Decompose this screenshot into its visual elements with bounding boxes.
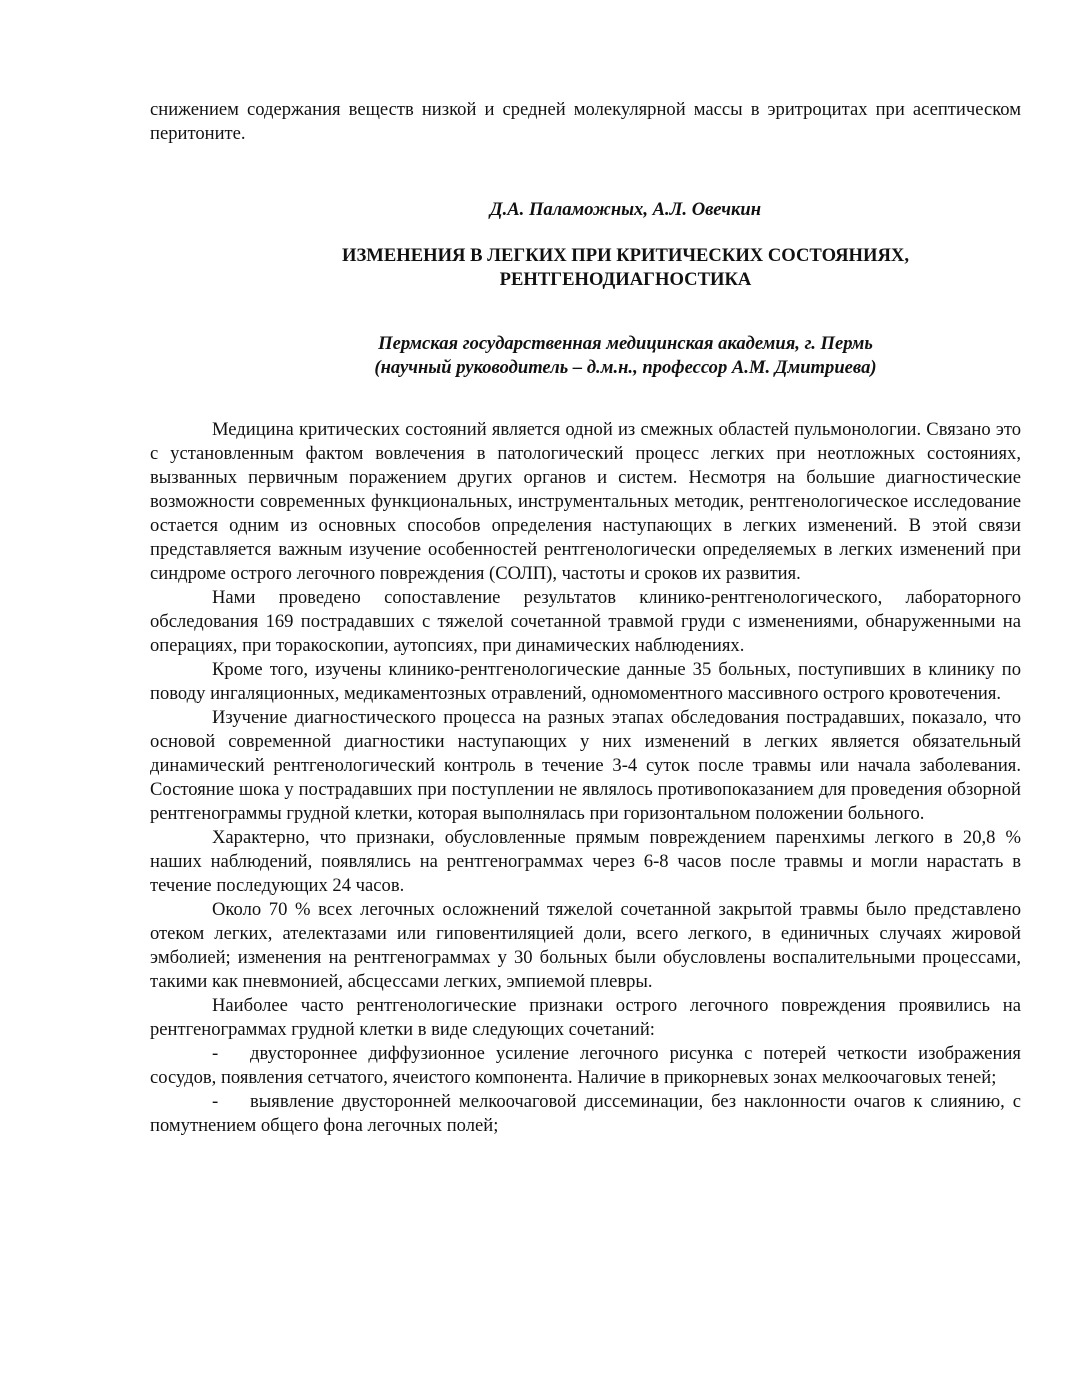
affiliation-line-2: (научный руководитель – д.м.н., профессор А.М. Дмитриева) <box>374 357 877 378</box>
body-paragraph: Характерно, что признаки, обусловленные прямым повреждением паренхимы легкого в 20,8 % наших наблюдений, появлялись на рентгенограммах через 6-8 часов после травмы и могли нарастать в течение последующих 24 часов. <box>150 827 1021 896</box>
article-body <box>150 418 1021 1138</box>
list-marker: - <box>212 1091 219 1112</box>
article-authors: Д.А. Паламожных, А.Л. Овечкин <box>489 199 762 220</box>
article-title <box>150 244 1021 292</box>
list-marker: - <box>212 1043 219 1064</box>
intro-paragraph: снижением содержания веществ низкой и средней молекулярной массы в эритроцитах при асептическом перитоните. <box>150 99 1021 144</box>
body-paragraph: Нами проведено сопоставление результатов клинико-рентгенологического, лабораторного обследования 169 пострадавших с тяжелой сочетанной травмой груди с изменениями, обнаруженными на операциях, при торакоскопии, аутопсиях, при динамических наблюдениях. <box>150 587 1021 656</box>
body-paragraph: Изучение диагностического процесса на разных этапах обследования пострадавших, показало, что основой современной диагностики наступающих у них изменений в легких является обязательный динамический рентгенологический контроль в течение 3-4 суток после травмы или начала заболевания. Состояние шока у пострадавших при поступлении не являлось противопоказанием для проведения обзорной рентгенограммы грудной клетки, которая выполнялась при горизонтальном положении больного. <box>150 707 1021 824</box>
article-title-line-1: ИЗМЕНЕНИЯ В ЛЕГКИХ ПРИ КРИТИЧЕСКИХ СОСТОЯНИЯХ, <box>342 245 909 266</box>
list-item-text: двустороннее диффузионное усиление легочного рисунка с потерей четкости изображения сосудов, появления сетчатого, ячеистого компонента. Наличие в прикорневых зонах мелкоочаговых теней; <box>150 1043 1021 1088</box>
list-item <box>150 1042 1021 1090</box>
body-paragraph: Медицина критических состояний является одной из смежных областей пульмонологии. Связано это с установленным фактом вовлечения в патологический процесс легких при неотложных состояниях, вызванных первичным поражением других органов и систем. Несмотря на большие диагностические возможности современных функциональных, инструментальных методик, рентгенологическое исследование остается одним из основных способов определения наступающих в легких изменений. В этой связи представляется важным изучение особенностей рентгенологически определяемых в легких изменений при синдроме острого легочного повреждения (СОЛП), частоты и сроков их развития. <box>150 419 1021 584</box>
body-paragraph: Наиболее часто рентгенологические признаки острого легочного повреждения проявились на рентгенограммах грудной клетки в виде следующих сочетаний: <box>150 995 1021 1040</box>
body-paragraph: Кроме того, изучены клинико-рентгенологические данные 35 больных, поступивших в клинику по поводу ингаляционных, медикаментозных отравлений, одномоментного массивного острого кровотечения. <box>150 659 1021 704</box>
list-item <box>150 1090 1021 1138</box>
list-item-text: выявление двусторонней мелкоочаговой диссеминации, без наклонности очагов к слиянию, с помутнением общего фона легочных полей; <box>150 1091 1021 1136</box>
article-title-line-2: РЕНТГЕНОДИАГНОСТИКА <box>499 269 752 290</box>
body-paragraph: Около 70 % всех легочных осложнений тяжелой сочетанной закрытой травмы было представлено отеком легких, ателектазами или гиповентиляцией доли, всего легкого, в единичных случаях жировой эмболией; изменения на рентгенограммах у 30 больных были обусловлены воспалительными процессами, такими как пневмонией, абсцессами легких, эмпиемой плевры. <box>150 899 1021 992</box>
article-affiliation <box>150 332 1021 380</box>
affiliation-line-1: Пермская государственная медицинская академия, г. Пермь <box>378 333 873 354</box>
